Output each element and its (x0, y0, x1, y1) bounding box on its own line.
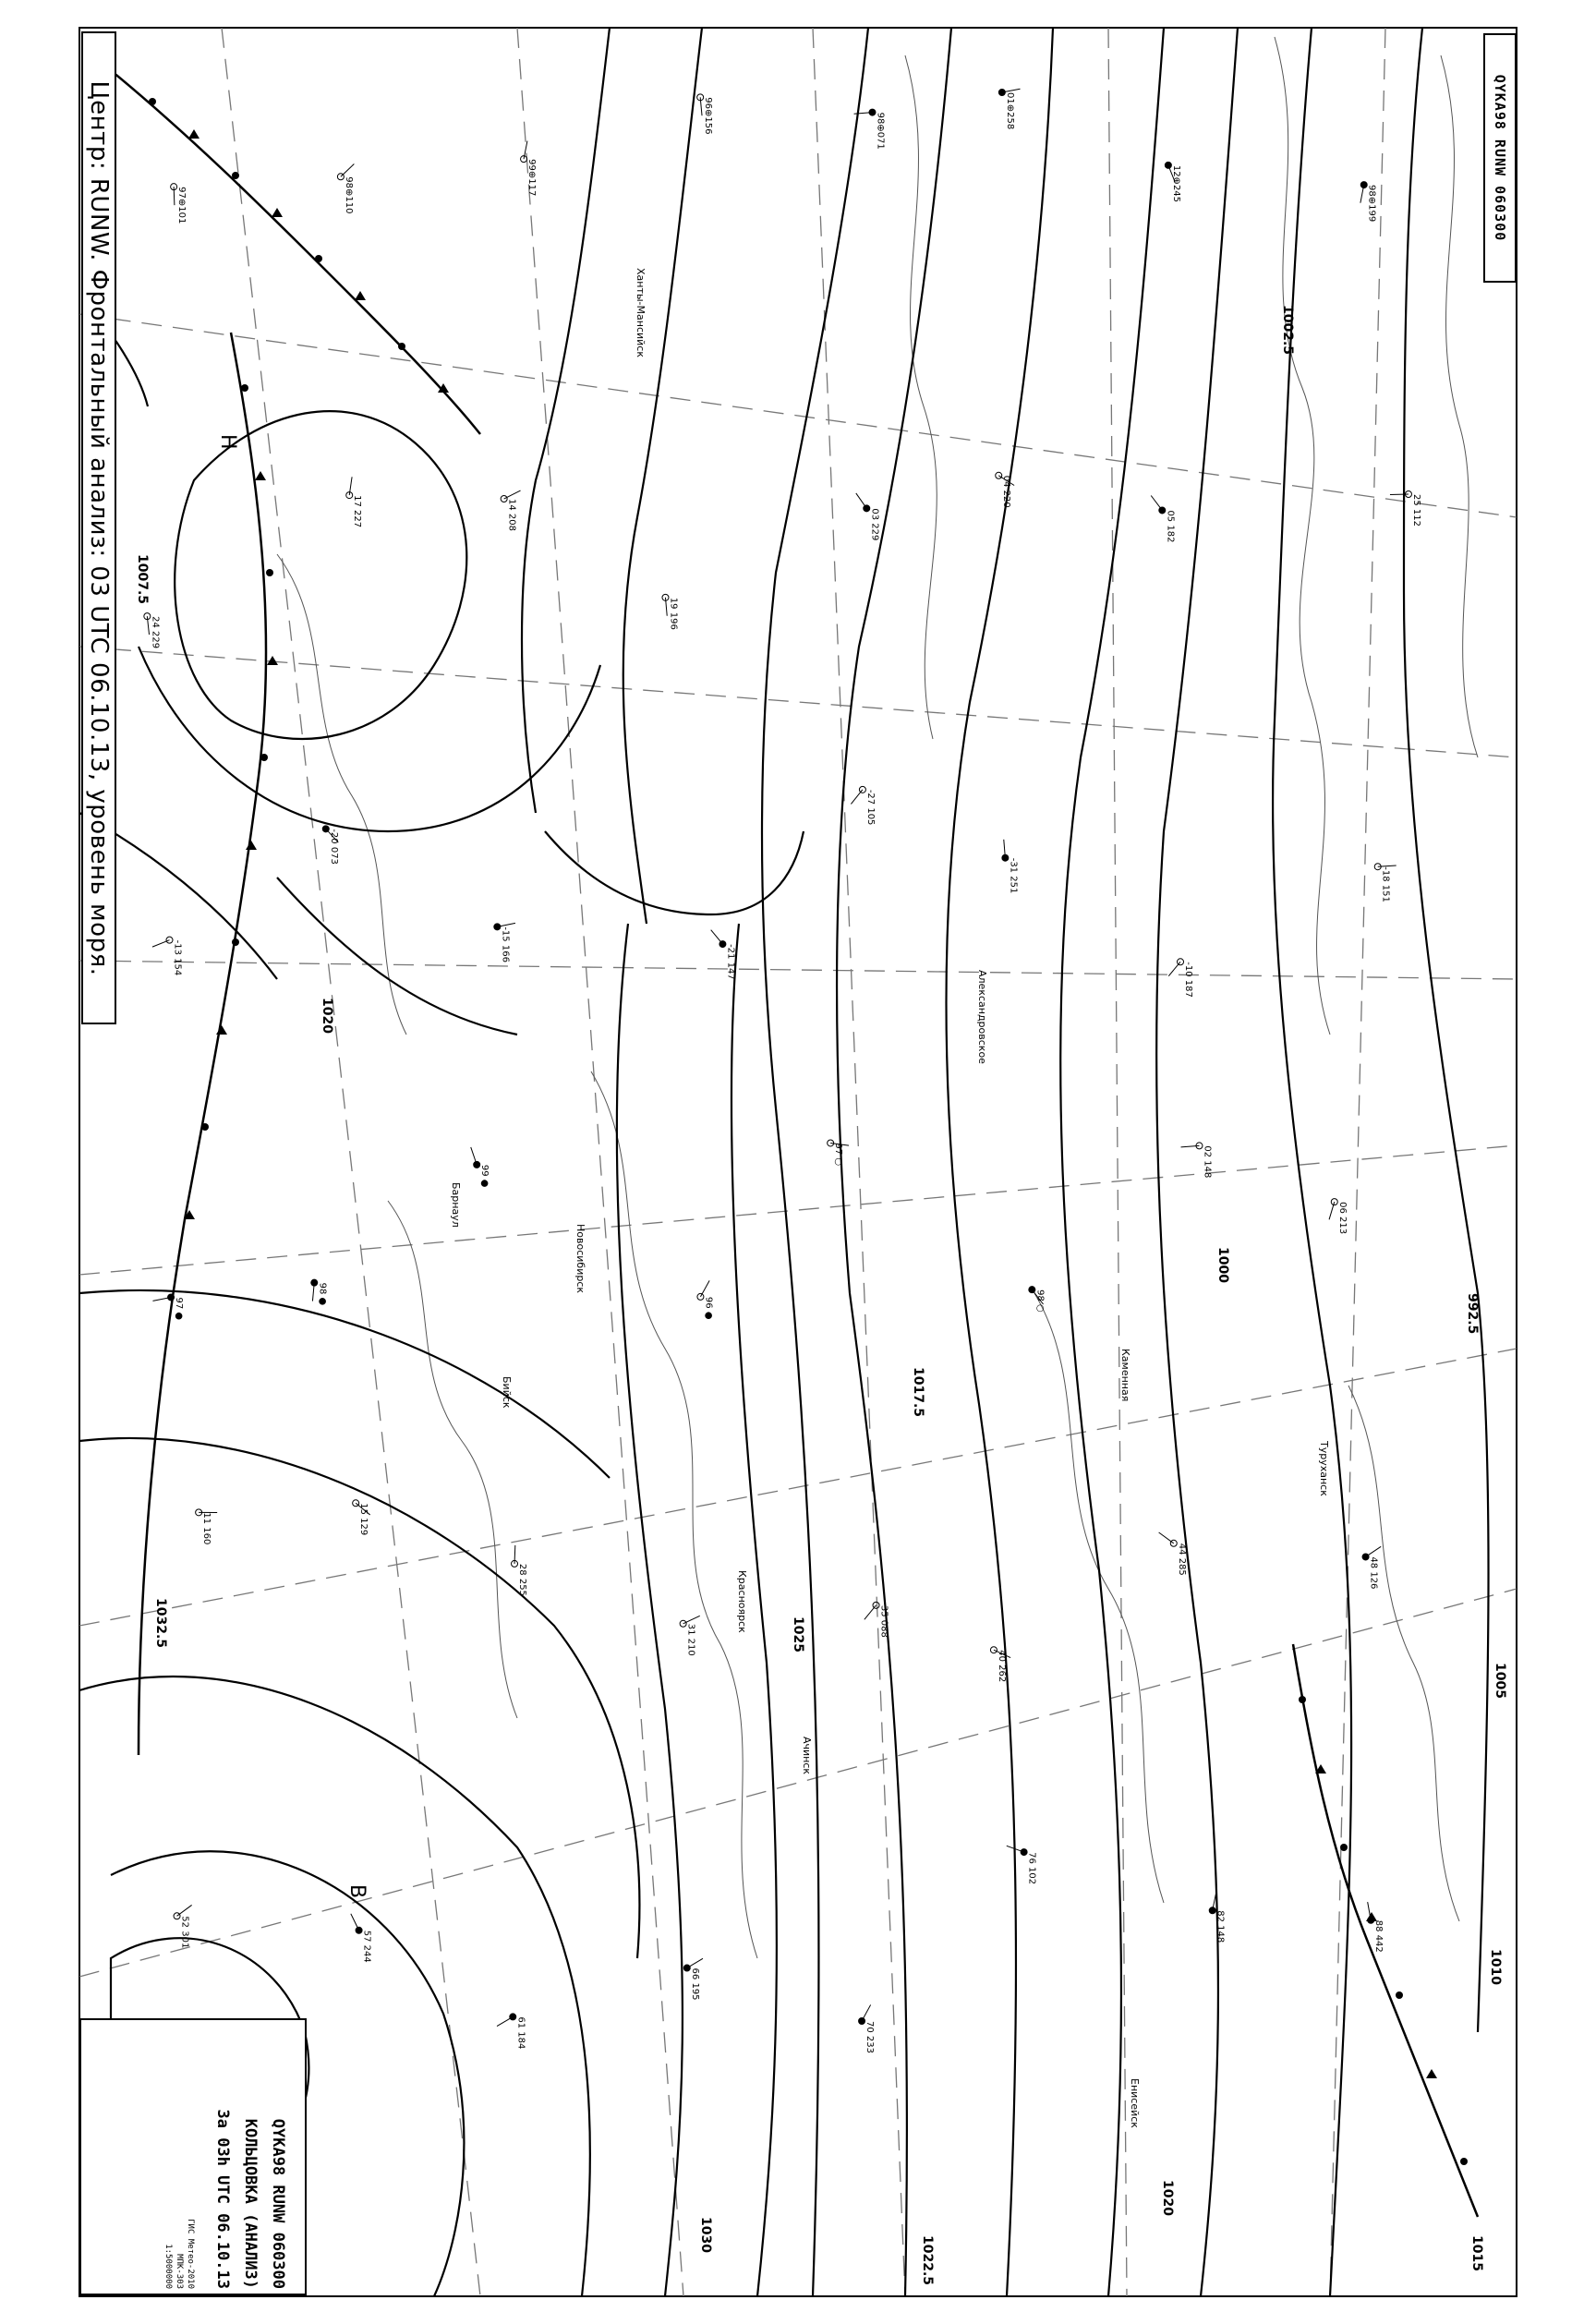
observation-value: 48 126 (1368, 1556, 1379, 1590)
station-circle (683, 1965, 690, 1971)
observation-value: 17 227 (352, 495, 363, 528)
station-plot (697, 1280, 714, 1319)
front-symbol (1426, 2069, 1437, 2078)
front-symbol (216, 1025, 227, 1035)
station-circle (1360, 182, 1367, 188)
wind-barb (1159, 1532, 1174, 1543)
front-symbol (1340, 1844, 1348, 1851)
wind-barb (683, 1616, 700, 1623)
observation-value: 04 220 (1001, 475, 1012, 508)
front-symbols (105, 60, 1468, 2165)
isobar-label: 1030 (698, 2217, 713, 2253)
station-names (450, 268, 1330, 2128)
station-plot (1374, 864, 1396, 902)
legend-code: QYKA98 RUNW 060300 (269, 2118, 287, 2289)
station-circle (998, 90, 1005, 96)
legend-box (79, 2018, 307, 2295)
station-plot (828, 1140, 849, 1166)
station-plot (196, 1509, 217, 1545)
legend-credit-2: МПК-303 (175, 2254, 184, 2289)
station-circle (1368, 1917, 1374, 1923)
observation-value: 96 ● (703, 1296, 714, 1320)
header-code-box (1483, 33, 1517, 283)
observation-value: 98⊕199 (1366, 185, 1377, 223)
station-plot (1181, 1143, 1213, 1179)
wind-barb (864, 1605, 877, 1619)
station-circle (1021, 1849, 1027, 1856)
station-plot (856, 493, 879, 540)
station-plot (152, 937, 183, 975)
observation-value: 99 ● (479, 1164, 490, 1188)
low-pressure-center: Н (216, 434, 239, 450)
isobar-label: 1020 (1160, 2180, 1175, 2216)
isobar-label: 1025 (791, 1616, 805, 1652)
station-plot (501, 490, 520, 531)
isobar-label: 1005 (1493, 1663, 1507, 1699)
station-plot (1390, 490, 1421, 527)
observation-value: 52 301 (179, 1916, 190, 1949)
map-title-box (81, 31, 116, 1024)
station-name: Енисейск (1129, 2078, 1141, 2128)
isobar-labels (135, 305, 1507, 2285)
station-plot (1151, 496, 1175, 543)
observation-value: 98⊕071 (875, 112, 886, 150)
station-circle (322, 826, 329, 832)
station-circle (859, 2017, 865, 2024)
observation-value: 31 210 (685, 1623, 696, 1656)
observation-value: 12⊕245 (1170, 164, 1181, 203)
station-circle (1002, 854, 1009, 861)
front-symbol (232, 938, 239, 946)
station-circle (864, 505, 870, 512)
map-frame (79, 28, 1517, 2296)
front-symbol (255, 471, 266, 480)
observation-value: -18 151 (1380, 866, 1391, 902)
station-plot (662, 594, 679, 630)
observation-value: 14 208 (506, 499, 517, 532)
wind-barb (504, 490, 521, 499)
observation-value: -21 147 (725, 944, 736, 980)
observation-value: 70 233 (864, 2020, 876, 2053)
wind-barb (177, 1905, 192, 1916)
observation-value: 02 148 (1202, 1145, 1213, 1179)
front-symbol (201, 1123, 209, 1131)
front-symbol (241, 384, 248, 392)
map-title: Центр: RUNW. Фронтальный анализ: 03 UTC 06.10.13, уровень моря. (85, 80, 113, 975)
station-plot (322, 826, 339, 865)
observation-value: 97⊕101 (176, 187, 187, 224)
observation-value: 99⊕117 (526, 159, 538, 197)
station-plot (144, 613, 161, 649)
observation-value: -20 073 (328, 829, 339, 865)
observation-value: 44 285 (1176, 1543, 1187, 1576)
observation-value: 98 ● (317, 1282, 328, 1306)
station-name: Бийск (501, 1376, 513, 1409)
station-name: Барнаул (450, 1182, 462, 1228)
station-plot (497, 2014, 526, 2050)
wind-barb (1329, 1202, 1335, 1219)
station-plot (494, 923, 515, 962)
observation-value: 88 442 (1373, 1919, 1384, 1953)
front-symbol (355, 291, 366, 300)
front-symbol (1396, 1991, 1403, 1999)
observation-value: 61 184 (515, 2016, 526, 2050)
observation-value: 66 195 (689, 1967, 700, 2001)
station-circle (719, 941, 726, 948)
observation-value: 76 102 (1026, 1852, 1037, 1885)
isobar-label: 1002.5 (1280, 305, 1295, 356)
station-circle (1362, 1554, 1369, 1560)
station-plot (711, 930, 736, 980)
graticule (79, 28, 1517, 2296)
isobar-label: 1032.5 (153, 1598, 168, 1649)
station-plot (351, 1914, 372, 1963)
station-plot (1002, 840, 1019, 894)
station-plot (311, 1279, 328, 1305)
observation-value: 06 213 (1336, 1202, 1348, 1235)
observation-value: -31 251 (1008, 857, 1019, 894)
front-symbol (266, 569, 273, 576)
station-plot (346, 477, 363, 527)
wind-barb (851, 790, 863, 805)
front-symbol (272, 208, 283, 217)
wind-barb (1168, 962, 1180, 975)
station-circle (1209, 1907, 1215, 1914)
observation-value: 25 112 (1410, 493, 1421, 527)
isobar-label: 1015 (1469, 2235, 1484, 2271)
station-plot (174, 1905, 192, 1948)
isobar-label: 1010 (1488, 1949, 1503, 1985)
station-plot (1029, 1287, 1046, 1313)
wind-barb (700, 1280, 709, 1296)
station-plot (1360, 182, 1377, 223)
station-plot (998, 89, 1020, 129)
station-circle (1165, 162, 1171, 168)
station-plot (1168, 959, 1193, 998)
station-plot (1165, 162, 1181, 202)
front-symbol (149, 98, 156, 105)
station-plot (1007, 1846, 1037, 1884)
station-plot (1362, 1546, 1381, 1589)
wind-barb (341, 163, 354, 176)
isobar-label: 1007.5 (135, 554, 150, 605)
station-circle (869, 109, 876, 115)
legend-time: За 03h UTC 06.10.13 (213, 2109, 232, 2289)
station-plot (152, 1294, 184, 1320)
isobar-label: 1017.5 (911, 1367, 925, 1418)
station-name: Новосибирск (574, 1224, 586, 1294)
isobar-label: 1020 (320, 998, 334, 1034)
observation-value: 82 148 (1215, 1910, 1226, 1943)
station-name: Каменная (1119, 1349, 1131, 1402)
station-plot (851, 786, 876, 825)
station-name: Ачинск (801, 1737, 813, 1775)
station-plot (1329, 1199, 1348, 1235)
legend-credit: ГИС Метео-2010 (186, 2219, 195, 2289)
front-symbol (1460, 2158, 1468, 2165)
legend-scale: 1:5000000 (163, 2244, 173, 2289)
observation-value: 97 ○ (833, 1143, 844, 1167)
station-plot (990, 1647, 1010, 1683)
station-plot (859, 2004, 876, 2053)
station-circle (1159, 507, 1166, 514)
isobar-label: 1022.5 (920, 2235, 935, 2286)
observation-value: 24 229 (150, 616, 161, 649)
station-plot (697, 94, 714, 135)
observation-value: -15 166 (500, 926, 511, 962)
observation-value: 98⊕110 (343, 176, 354, 214)
isobars (79, 28, 1489, 2296)
observation-value: 11 160 (201, 1512, 212, 1545)
observation-value: 01⊕258 (1004, 92, 1015, 130)
observation-value: 40 262 (996, 1650, 1007, 1683)
station-plot (471, 1147, 490, 1188)
front-symbol (398, 343, 405, 350)
front-symbol (1299, 1696, 1306, 1703)
legend-text (84, 2025, 306, 2293)
station-circle (494, 924, 501, 930)
observation-value: 57 244 (361, 1930, 372, 1963)
observation-value: -13 154 (172, 939, 183, 976)
observation-value: 19 196 (668, 597, 679, 630)
observation-value: 35 088 (878, 1604, 889, 1638)
observation-value: 05 182 (1165, 510, 1176, 543)
station-observations (144, 89, 1421, 2053)
station-name: Красноярск (736, 1570, 748, 1633)
station-name: Ханты-Мансийск (635, 268, 647, 357)
observation-value: 98 ○ (1034, 1289, 1046, 1313)
station-plot (680, 1616, 700, 1655)
station-plot (353, 1500, 370, 1536)
station-plot (683, 1958, 703, 2000)
station-circle (1029, 1287, 1035, 1293)
observation-value: 97 ● (174, 1297, 185, 1321)
fronts (92, 55, 1478, 2217)
station-name: Александровское (976, 970, 988, 1064)
observation-value: 15 129 (358, 1503, 369, 1536)
station-plot (337, 163, 354, 213)
front-symbol (315, 255, 322, 262)
station-name: Туруханск (1318, 1441, 1330, 1496)
station-circle (356, 1927, 362, 1933)
observation-value: 28 255 (517, 1563, 528, 1596)
isobar-label: 1000 (1215, 1247, 1230, 1283)
station-circle (311, 1279, 318, 1286)
observation-value: -10 187 (1183, 962, 1194, 998)
station-circle (168, 1294, 175, 1301)
observation-value: 03 229 (869, 508, 880, 541)
front-symbol (232, 172, 239, 179)
station-circle (510, 2014, 516, 2020)
isobar-label: 992.5 (1465, 1293, 1480, 1335)
front-symbol (246, 841, 257, 850)
station-plot (996, 472, 1014, 508)
header-code: QYKA98 RUNW 060300 (1492, 74, 1508, 242)
station-plot (521, 141, 538, 197)
front-symbol (188, 129, 200, 139)
legend-station: КОЛЬЦОВКА (АНАЛИЗ) (241, 2118, 260, 2289)
high-pressure-center: В (345, 1884, 369, 1899)
observation-value: 96⊕156 (703, 97, 714, 135)
front-symbol (267, 656, 278, 665)
station-circle (474, 1161, 480, 1168)
observation-value: -27 105 (864, 789, 876, 826)
front-symbol (260, 754, 268, 761)
station-plot (171, 184, 187, 224)
station-plot (1159, 1532, 1187, 1576)
